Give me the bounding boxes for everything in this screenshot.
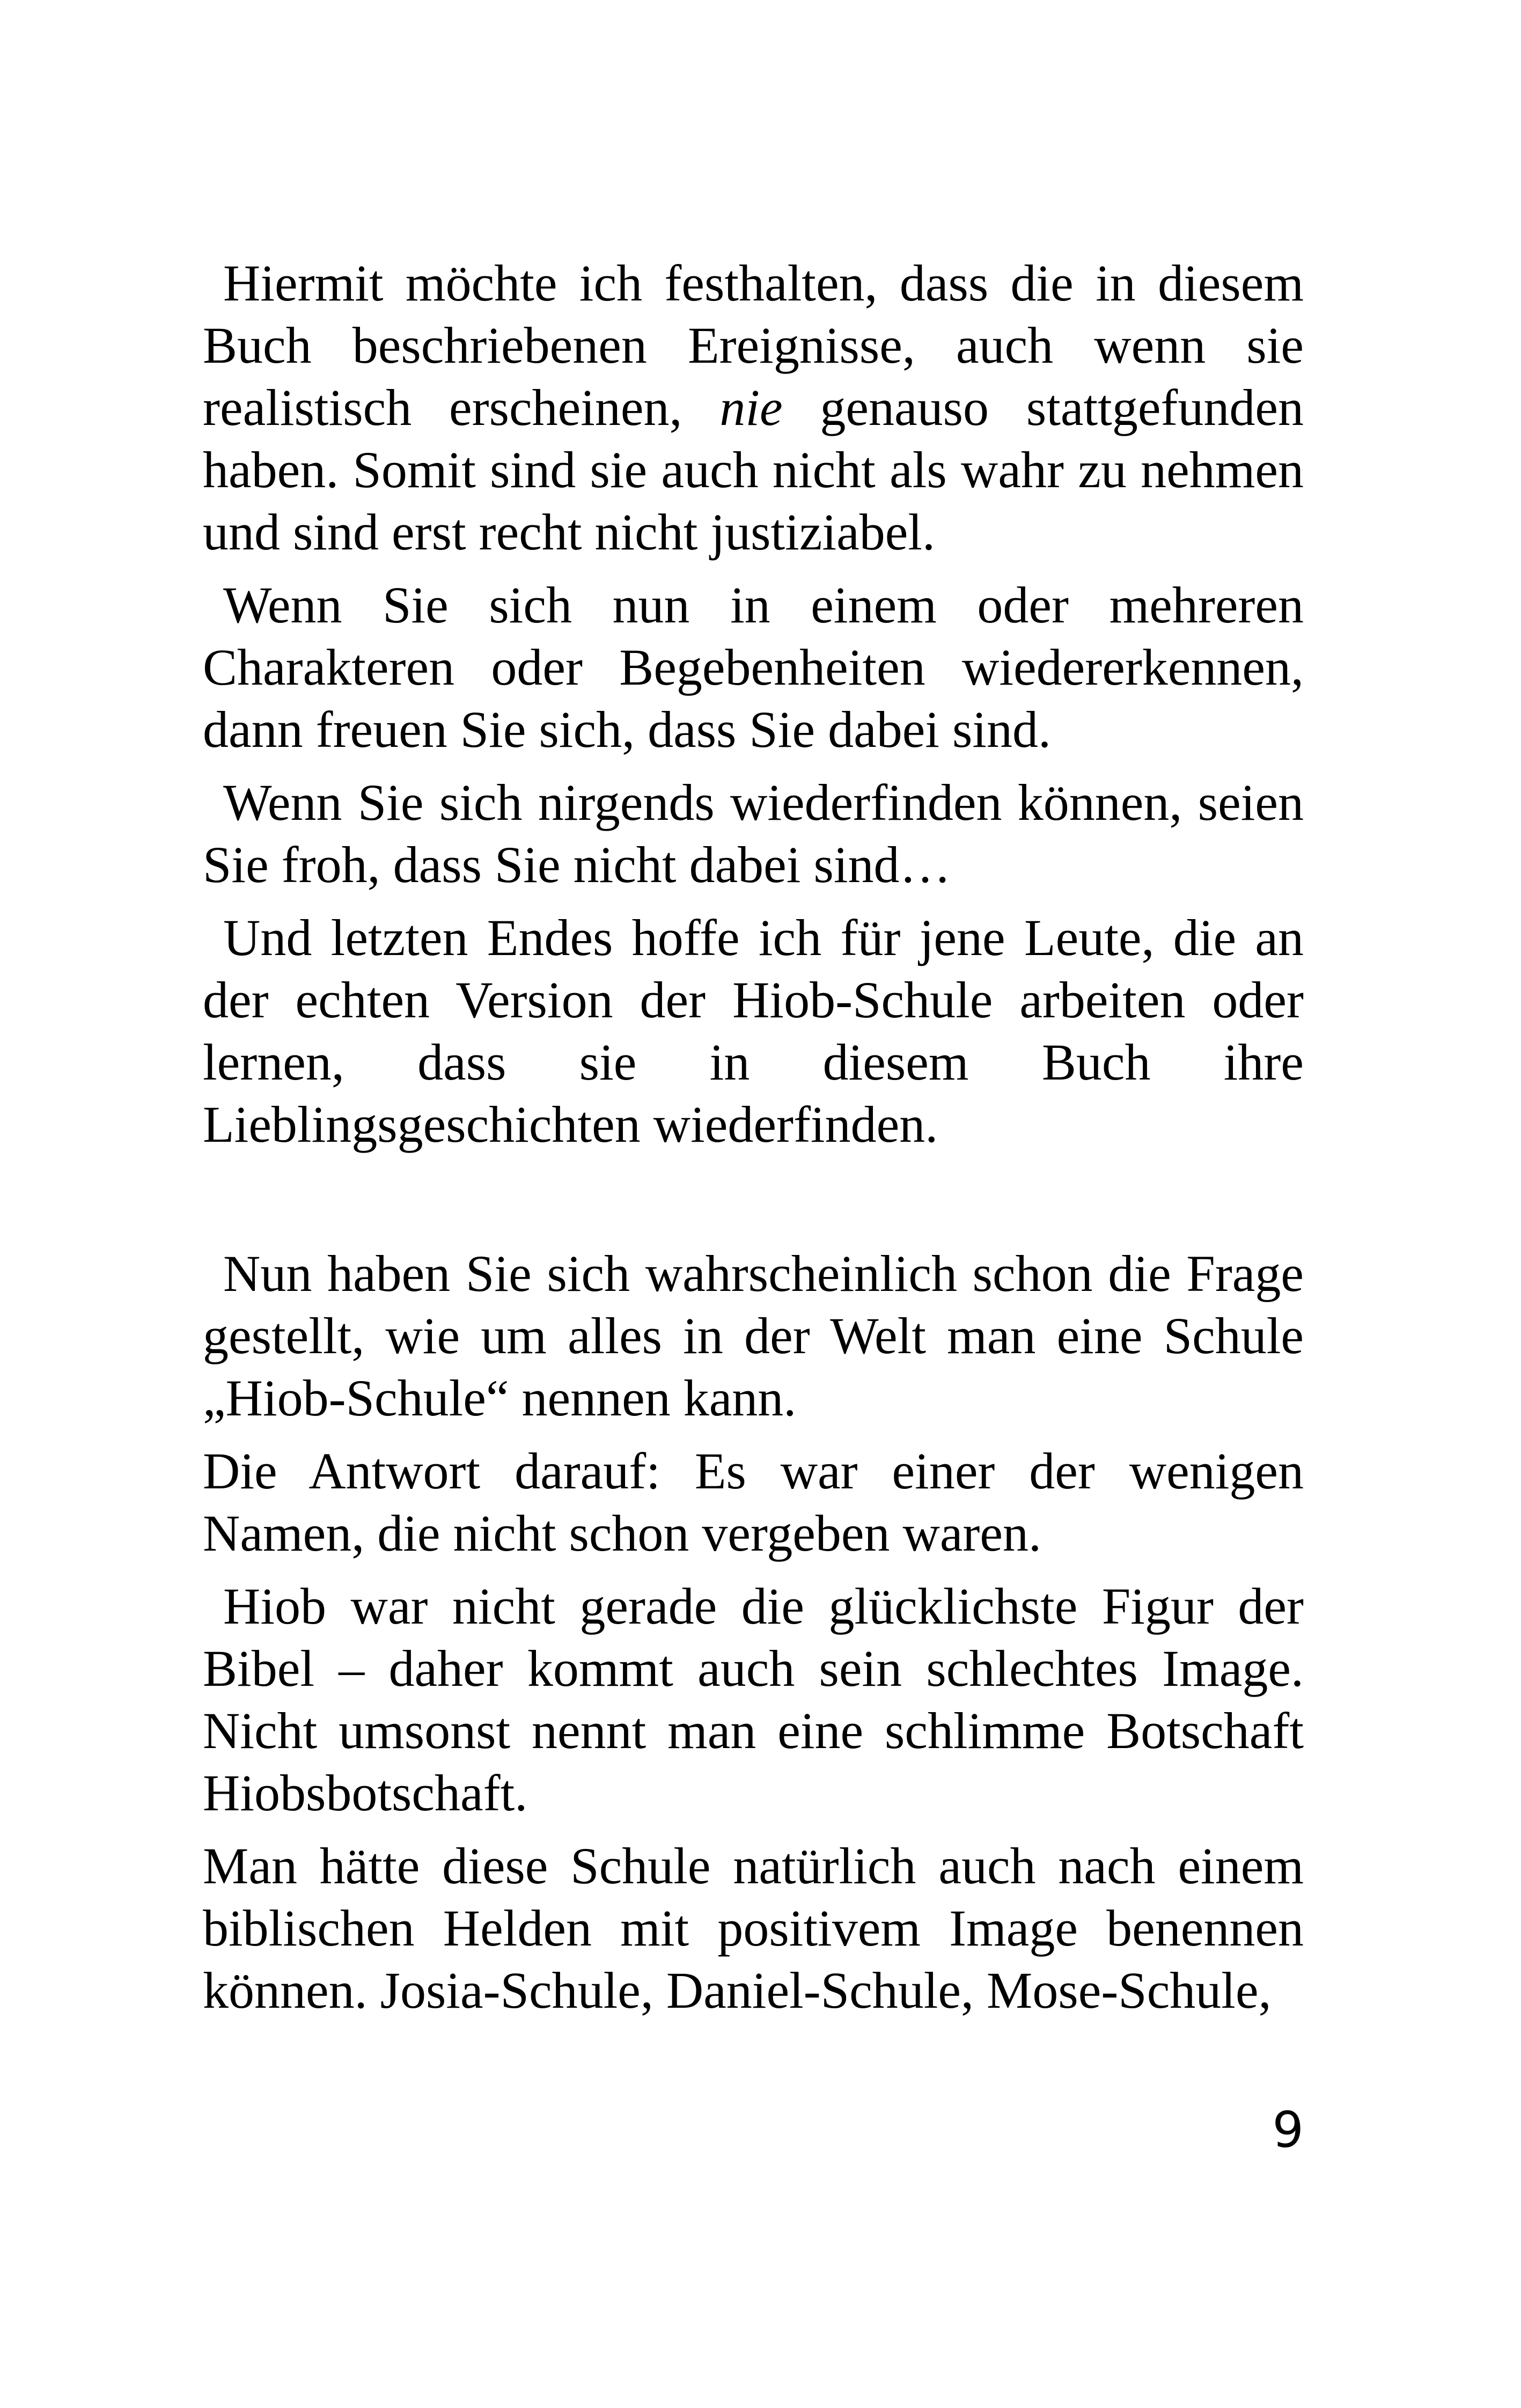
paragraph-question: Nun haben Sie sich wahrscheinlich schon die Frage gestellt, wie um alles in der Welt man eine Schule „Hiob-Schule“ nennen kann. (203, 1245, 1304, 1427)
paragraph-not-found: Wenn Sie sich nirgends wiederfinden können, seien Sie froh, dass Sie nicht dabei sind… (203, 774, 1304, 893)
paragraph-answer: Die Antwort darauf: Es war einer der wenigen Namen, die nicht schon vergeben waren. (203, 1442, 1304, 1562)
paragraph-hope: Und letzten Endes hoffe ich für jene Leute, die an der echten Version der Hiob-Schule arbeiten oder lernen, dass sie in diesem Buch ihre Lieblingsgeschichten wiederfinden. (203, 909, 1304, 1153)
paragraph-hiob: Hiob war nicht gerade die glücklichste Figur der Bibel – daher kommt auch sein schlechtes Image. Nicht umsonst nennt man eine schlimme Botschaft Hiobsbotschaft. (203, 1577, 1304, 1822)
paragraph-alternatives: Man hätte diese Schule natürlich auch nach einem biblischen Helden mit positivem Image benennen können. Josia-Schule, Daniel-Schule, Mose-Schule, (203, 1837, 1304, 2019)
section-school-name (203, 1243, 1304, 2032)
paragraph-disclaimer (203, 252, 1304, 563)
paragraph-recognize: Wenn Sie sich nun in einem oder mehreren Charakteren oder Begebenheiten wiedererkennen, dann freuen Sie sich, dass Sie dabei sind. (203, 576, 1304, 758)
page-number: 9 (1272, 2101, 1304, 2159)
section-disclaimer (203, 252, 1304, 1166)
paragraph-disclaimer-end: genauso stattgefunden haben. Somit sind sie auch nicht als wahr zu nehmen und sind erst recht nicht justiziabel. (203, 379, 1304, 561)
paragraph-disclaimer-start: Hiermit möchte ich festhalten, dass die in diesem Buch beschriebenen Ereignisse, auch wenn sie realistisch erscheinen, (203, 254, 1304, 436)
emphasis-nie: nie (719, 379, 783, 436)
